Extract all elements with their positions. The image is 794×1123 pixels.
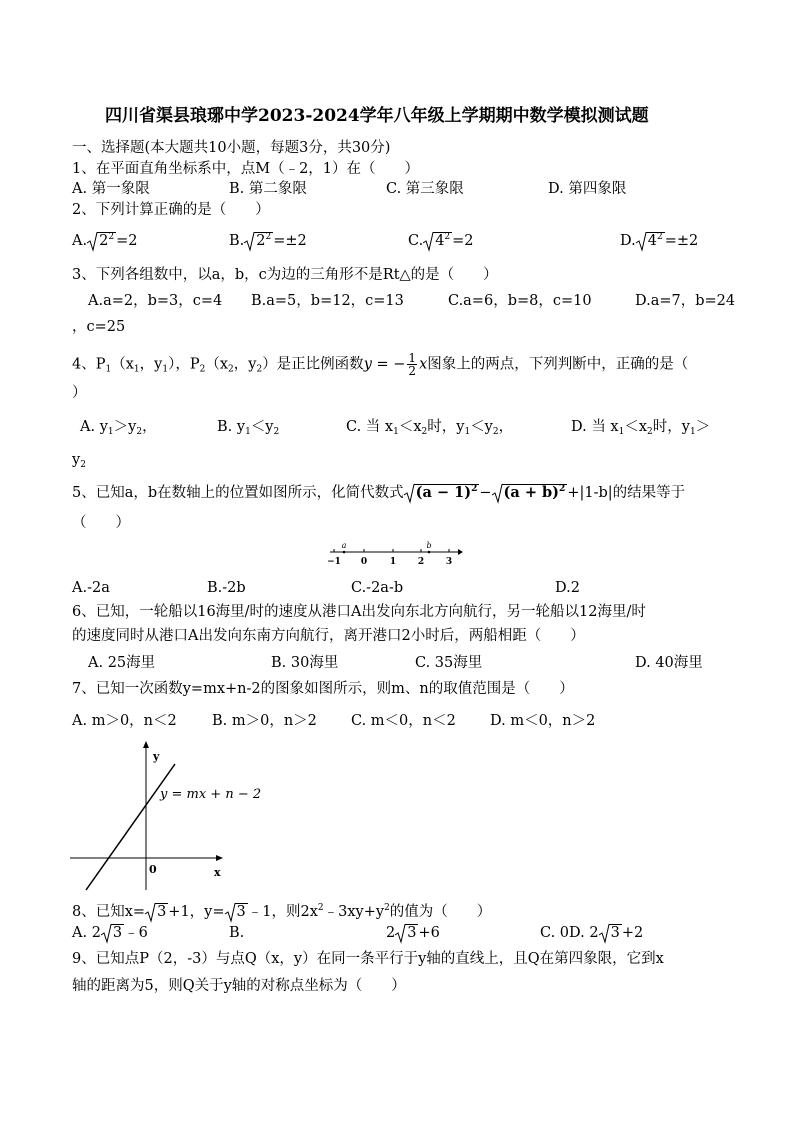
option-text: ， [142, 419, 157, 435]
question-6-option-c[interactable]: C. 35海里 [415, 655, 483, 671]
linear-function-graph [66, 740, 262, 894]
question-3-option-d[interactable]: D.a=7，b=24 [635, 293, 736, 309]
radicand: 3 [407, 925, 417, 941]
tick-label: 0 [360, 557, 368, 567]
question-4-close-paren: ） [72, 385, 87, 401]
stem-text: 的值为（ ） [389, 904, 492, 920]
subscript: 2 [136, 427, 143, 437]
square-root [225, 903, 248, 921]
question-1-option-c[interactable]: C. 第三象限 [386, 181, 464, 197]
question-5-option-b[interactable]: B.-2b [207, 580, 246, 596]
subscript: 1 [133, 364, 140, 375]
option-text: A. y [80, 419, 108, 435]
point-a-label: a [341, 541, 347, 550]
question-1-option-b[interactable]: B. 第二象限 [229, 181, 307, 197]
function-operator: = − [371, 356, 406, 373]
stem-text: 4、P [72, 356, 106, 373]
option-text: y [72, 452, 81, 468]
function-equation: y = mx + n − 2 [160, 787, 262, 802]
question-9-stem-line-1: 9、已知点P（2，-3）与点Q（x，y）在同一条平行于y轴的直线上，且Q在第四象限，它到x [72, 951, 664, 967]
radicand: 3 [112, 925, 123, 941]
question-4-option-d[interactable] [571, 418, 710, 436]
subscript: 1 [105, 364, 112, 375]
option-text: B. y [217, 419, 246, 435]
question-4-stem [72, 352, 688, 377]
radicand: 2 [99, 233, 109, 249]
radicand: (a + b) [503, 484, 560, 501]
option-text: ， [498, 419, 514, 435]
question-5-option-a[interactable]: A.-2a [72, 580, 110, 596]
stem-text: 8、已知x= [72, 904, 146, 920]
square-root [395, 924, 418, 942]
exponent: 2 [559, 484, 566, 494]
question-5-option-c[interactable]: C.-2a-b [351, 580, 404, 596]
origin-label: 0 [149, 863, 157, 876]
option-result: =±2 [664, 233, 699, 249]
question-8-stem [72, 903, 491, 921]
x-axis-label: x [214, 866, 221, 879]
stem-text: （x [205, 356, 229, 373]
question-8-option-b-label[interactable]: B. [229, 925, 245, 941]
subscript: 1 [618, 427, 625, 437]
square-root [492, 484, 568, 502]
question-8-option-c-d[interactable] [540, 924, 643, 942]
option-letter: A. [72, 233, 88, 249]
subscript: 2 [647, 427, 653, 437]
subscript: 1 [689, 427, 696, 437]
square-root [404, 484, 480, 502]
subscript: 1 [393, 427, 399, 437]
question-5-stem [72, 484, 685, 502]
question-5-option-d[interactable]: D.2 [555, 580, 580, 596]
option-text: C. 当 x [346, 419, 394, 435]
stem-text: ，y [233, 356, 257, 373]
option-result: =±2 [273, 233, 307, 249]
option-text: ﹣6 [124, 925, 148, 941]
option-text: ＞ [695, 419, 711, 435]
question-7-option-c[interactable]: C. m＜0，n＜2 [351, 713, 456, 729]
subscript: 2 [421, 427, 428, 437]
fraction-denominator: 2 [408, 364, 417, 378]
page-title: 四川省渠县琅琊中学2023-2024学年八年级上学期期中数学模拟测试题 [105, 106, 649, 126]
stem-operator: − [479, 485, 492, 501]
option-result: =2 [116, 233, 138, 249]
exponent: 2 [317, 903, 324, 913]
stem-text: （x [111, 356, 134, 373]
exponent: 2 [384, 903, 390, 913]
question-6-option-d[interactable]: D. 40海里 [635, 655, 703, 671]
square-root [87, 232, 116, 250]
subscript: 2 [228, 364, 234, 375]
option-text: D. 当 x [571, 419, 619, 435]
square-root [423, 232, 452, 250]
square-root [636, 232, 665, 250]
stem-text: +|1-b|的结果等于 [567, 485, 686, 501]
stem-text: ）是正比例函数 [262, 356, 364, 373]
question-2-option-d[interactable] [620, 232, 698, 250]
exponent: 2 [265, 232, 272, 242]
stem-text: ﹣3xy+y [323, 904, 385, 920]
option-text: ＜y [470, 419, 493, 435]
option-text: ＜x [398, 419, 422, 435]
question-5-close-paren: （ ） [72, 515, 130, 531]
option-letter: D. [620, 233, 636, 249]
fraction-numerator: 1 [408, 351, 417, 365]
square-root [145, 903, 168, 921]
question-4-option-d-continued [72, 451, 86, 469]
subscript: 2 [80, 460, 86, 470]
radicand: 3 [236, 904, 246, 920]
number-line-arrow [458, 549, 463, 555]
stem-text: ，y [139, 356, 163, 373]
stem-text: 图象上的两点，下列判断中，正确的是（ [427, 356, 689, 373]
exponent: 2 [444, 232, 451, 242]
option-text: A. 2 [72, 925, 101, 941]
question-4-option-a[interactable] [80, 418, 157, 436]
subscript: 2 [256, 364, 263, 375]
subscript: 2 [492, 427, 499, 437]
subscript: 2 [199, 364, 206, 375]
question-7-option-a[interactable]: A. m＞0，n＜2 [72, 713, 177, 729]
subscript: 1 [107, 427, 114, 437]
question-2-option-c[interactable] [408, 232, 474, 250]
question-4-option-c[interactable] [346, 418, 513, 436]
tick-label: −1 [327, 557, 341, 567]
option-text: ＜y [250, 419, 274, 435]
question-2-option-b[interactable] [229, 232, 307, 250]
question-1-option-a[interactable]: A. 第一象限 [72, 181, 150, 197]
exponent: 2 [108, 232, 115, 242]
option-text: ＜x [624, 419, 648, 435]
subscript: 1 [162, 364, 169, 375]
y-axis-label: y [153, 750, 160, 763]
point-a-dot [343, 551, 346, 554]
question-9-stem-line-2: 轴的距离为5，则Q关于y轴的对称点坐标为（ ） [72, 978, 406, 994]
question-3-option-c[interactable]: C.a=6，b=8，c=10 [448, 293, 592, 309]
y-axis-arrow [143, 741, 149, 748]
question-7-stem: 7、已知一次函数y=mx+n-2的图象如图所示，则m、n的取值范围是（ ） [72, 681, 574, 697]
stem-text: 5、已知a，b在数轴上的位置如图所示，化简代数式 [72, 485, 404, 501]
stem-text: ﹣1，则2x [247, 904, 318, 920]
option-text: 时，y [427, 419, 465, 435]
question-3-option-b[interactable]: B.a=5，b=12，c=13 [251, 293, 404, 309]
function-variable: x [419, 356, 428, 373]
exponent: 2 [471, 484, 478, 494]
question-2-stem: 2、下列计算正确的是（ ） [72, 202, 270, 218]
question-4-option-b[interactable] [217, 418, 279, 436]
radicand: 4 [435, 233, 445, 249]
option-text: 时，y [652, 419, 690, 435]
question-1-stem: 1、在平面直角坐标系中，点M（﹣2，1）在（ ） [72, 161, 420, 177]
question-3-stem: 3、下列各组数中，以a，b，c为边的三角形不是Rt△的是（ ） [72, 267, 498, 283]
radicand: 3 [610, 925, 620, 941]
question-8-option-a[interactable] [72, 924, 148, 942]
square-root [244, 232, 273, 250]
exponent: 2 [656, 232, 663, 242]
option-letter: C. [408, 233, 424, 249]
question-8-option-b-value[interactable] [386, 924, 440, 942]
square-root [101, 924, 124, 942]
radicand: (a − 1) [415, 484, 472, 501]
radicand: 3 [157, 904, 167, 920]
tick-label: 1 [389, 557, 397, 567]
radicand: 2 [256, 233, 266, 249]
radicand: 4 [647, 233, 657, 249]
function-variable: y [363, 356, 372, 373]
square-root [599, 924, 622, 942]
stem-text: +1，y= [168, 904, 225, 920]
option-text: 2 [386, 925, 396, 941]
tick-label: 3 [445, 557, 453, 567]
x-axis-arrow [216, 855, 223, 861]
subscript: 2 [273, 427, 280, 437]
fraction [407, 352, 417, 377]
function-line [86, 764, 175, 890]
question-2-option-a[interactable] [72, 232, 137, 250]
question-6-stem-line-2: 的速度同时从港口A出发向东南方向航行，离开港口2小时后，两船相距（ ） [72, 628, 585, 644]
stem-text: ），P [168, 356, 200, 373]
option-letter: B. [229, 233, 245, 249]
question-7-option-d[interactable]: D. m＜0，n＞2 [490, 713, 596, 729]
tick-label: 2 [417, 557, 425, 567]
option-text: C. 0D. 2 [540, 925, 599, 941]
option-result: =2 [452, 233, 474, 249]
option-text: +2 [621, 925, 644, 941]
question-6-stem-line-1: 6、已知，一轮船以16海里/时的速度从港口A出发向东北方向航行，另一轮船以12海里/时 [72, 604, 646, 620]
question-7-option-b[interactable]: B. m＞0，n＞2 [212, 713, 317, 729]
question-3-option-d-continued: ，c=25 [72, 319, 126, 335]
question-3-option-a[interactable]: A.a=2，b=3，c=4 [88, 293, 223, 309]
number-line-figure [326, 540, 466, 570]
subscript: 1 [464, 427, 471, 437]
question-6-option-b[interactable]: B. 30海里 [271, 655, 339, 671]
subscript: 1 [245, 427, 251, 437]
point-b-label: b [426, 541, 432, 550]
option-text: ＞y [113, 419, 137, 435]
question-1-option-d[interactable]: D. 第四象限 [548, 181, 627, 197]
question-6-option-a[interactable]: A. 25海里 [88, 655, 156, 671]
section-heading: 一、选择题(本大题共10小题，每题3分，共30分) [72, 140, 391, 156]
option-text: +6 [418, 925, 440, 941]
point-b-dot [428, 551, 431, 554]
